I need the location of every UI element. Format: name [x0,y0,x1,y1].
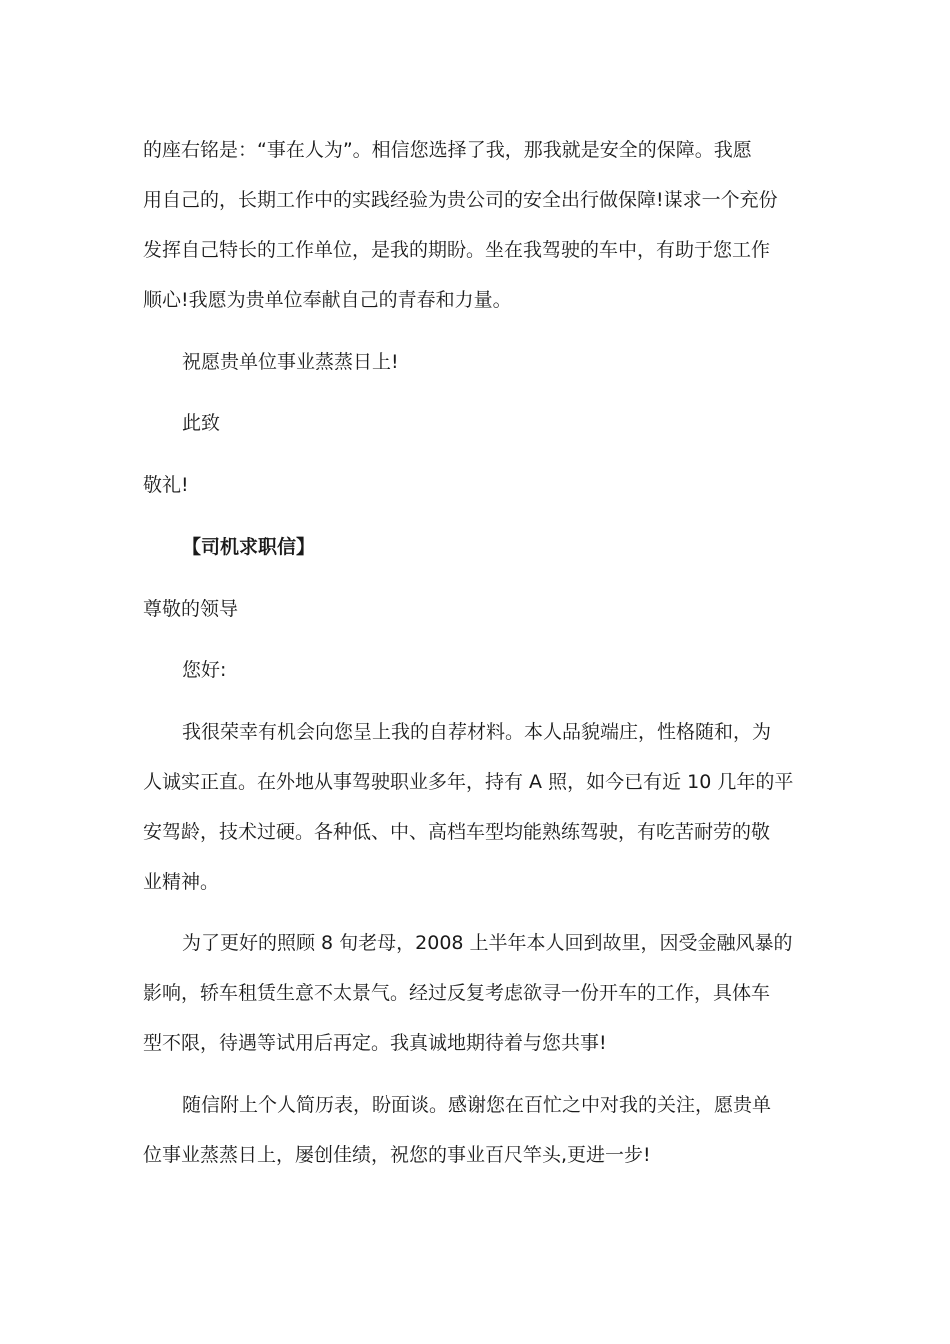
paragraph-line: 为了更好的照顾 8 旬老母，2008 上半年本人回到故里，因受金融风暴的 [182,932,793,954]
salutation: 尊敬的领导 [143,598,239,620]
paragraph-line: 型不限，待遇等试用后再定。我真诚地期待着与您共事! [143,1032,607,1054]
section-title: 【司机求职信】 [182,536,316,558]
paragraph-line: 安驾龄，技术过硬。各种低、中、高档车型均能熟练驾驶，有吃苦耐劳的敬 [143,821,771,843]
paragraph-line: 顺心!我愿为贵单位奉献自己的青春和力量。 [143,289,512,311]
paragraph-line: 业精神。 [143,871,220,893]
paragraph-line: 位事业蒸蒸日上，屡创佳绩，祝您的事业百尺竿头,更进一步! [143,1144,651,1166]
paragraph-line: 的座右铭是：“事在人为”。相信您选择了我，那我就是安全的保障。我愿 [143,139,752,161]
paragraph-line: 随信附上个人简历表，盼面谈。感谢您在百忙之中对我的关注，愿贵单 [182,1094,772,1116]
closing-line: 此致 [182,412,221,434]
paragraph-line: 我很荣幸有机会向您呈上我的自荐材料。本人品貌端庄，性格随和，为 [182,721,772,743]
paragraph-line: 影响，轿车租赁生意不太景气。经过反复考虑欲寻一份开车的工作，具体车 [143,982,771,1004]
paragraph-line: 人诚实正直。在外地从事驾驶职业多年，持有 A 照，如今已有近 10 几年的平 [143,771,794,793]
closing-regards: 敬礼! [143,474,189,496]
wish-line: 祝愿贵单位事业蒸蒸日上! [182,351,399,373]
paragraph-line: 用自己的，长期工作中的实践经验为贵公司的安全出行做保障!谋求一个充份 [143,189,778,211]
greeting: 您好: [182,659,227,681]
paragraph-line: 发挥自己特长的工作单位，是我的期盼。坐在我驾驶的车中，有助于您工作 [143,239,771,261]
